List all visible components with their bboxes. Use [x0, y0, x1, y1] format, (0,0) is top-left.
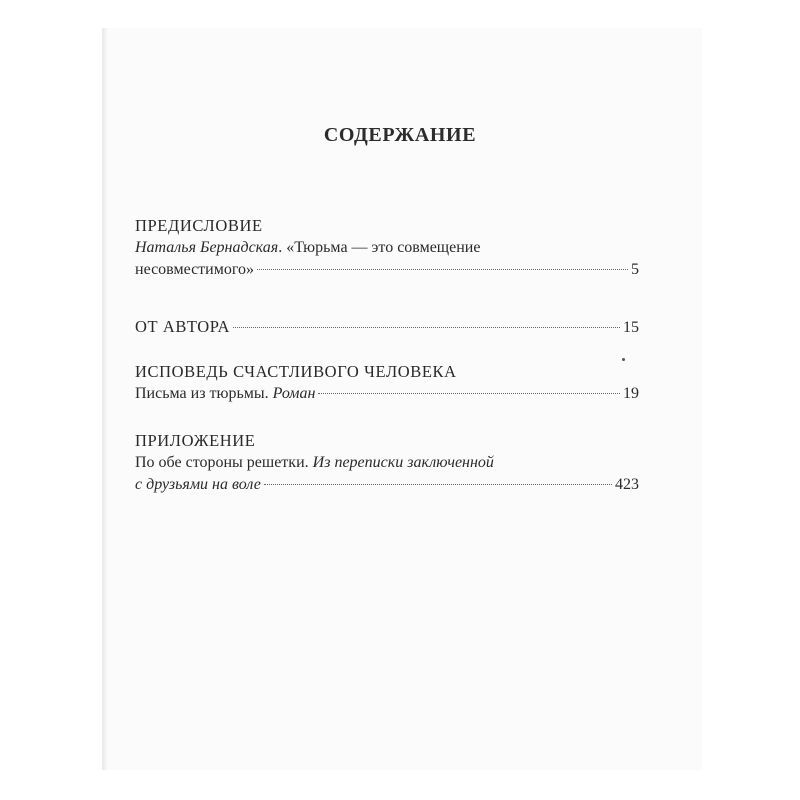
toc-leader-line	[135, 316, 639, 339]
toc-heading: ОТ АВТОРА	[135, 317, 230, 336]
page-title: СОДЕРЖАНИЕ	[323, 124, 477, 146]
toc-line	[135, 452, 639, 474]
toc-page-number: 423	[615, 476, 639, 493]
toc-subtitle: Письма из тюрьмы.	[135, 385, 273, 402]
toc-italic-text: Из переписки заключенной	[312, 454, 494, 471]
dot-leader	[264, 484, 612, 485]
toc-entry-appendix	[135, 430, 639, 496]
toc-page-number: 5	[631, 261, 639, 278]
toc-text: . «Тюрьма — это совмещение	[278, 239, 481, 256]
toc-page-number: 19	[623, 385, 639, 402]
toc-line	[135, 237, 639, 259]
toc-leader-line	[135, 383, 639, 405]
dot-leader	[257, 269, 628, 270]
toc-genre: Роман	[272, 385, 316, 402]
toc-entry-preface	[135, 215, 639, 281]
toc-heading: ПРЕДИСЛОВИЕ	[135, 216, 263, 235]
toc-author: Наталья Бернадская	[135, 239, 279, 256]
toc-text	[135, 383, 315, 405]
toc-subtitle: По обе стороны решетки.	[135, 454, 313, 471]
toc-text: несовместимого»	[135, 261, 255, 278]
toc-entry-confession	[135, 361, 639, 405]
toc-italic-text: с друзьями на воле	[135, 476, 261, 493]
toc-heading: ПРИЛОЖЕНИЕ	[135, 431, 256, 450]
toc-page-number: 15	[623, 319, 639, 336]
toc-heading: ИСПОВЕДЬ СЧАСТЛИВОГО ЧЕЛОВЕКА	[135, 362, 457, 381]
dot-leader	[233, 327, 620, 328]
toc-entry-author	[135, 316, 639, 339]
ink-speck	[622, 358, 625, 361]
toc-leader-line	[135, 259, 639, 281]
toc-leader-line	[135, 474, 639, 496]
dot-leader	[318, 393, 620, 394]
